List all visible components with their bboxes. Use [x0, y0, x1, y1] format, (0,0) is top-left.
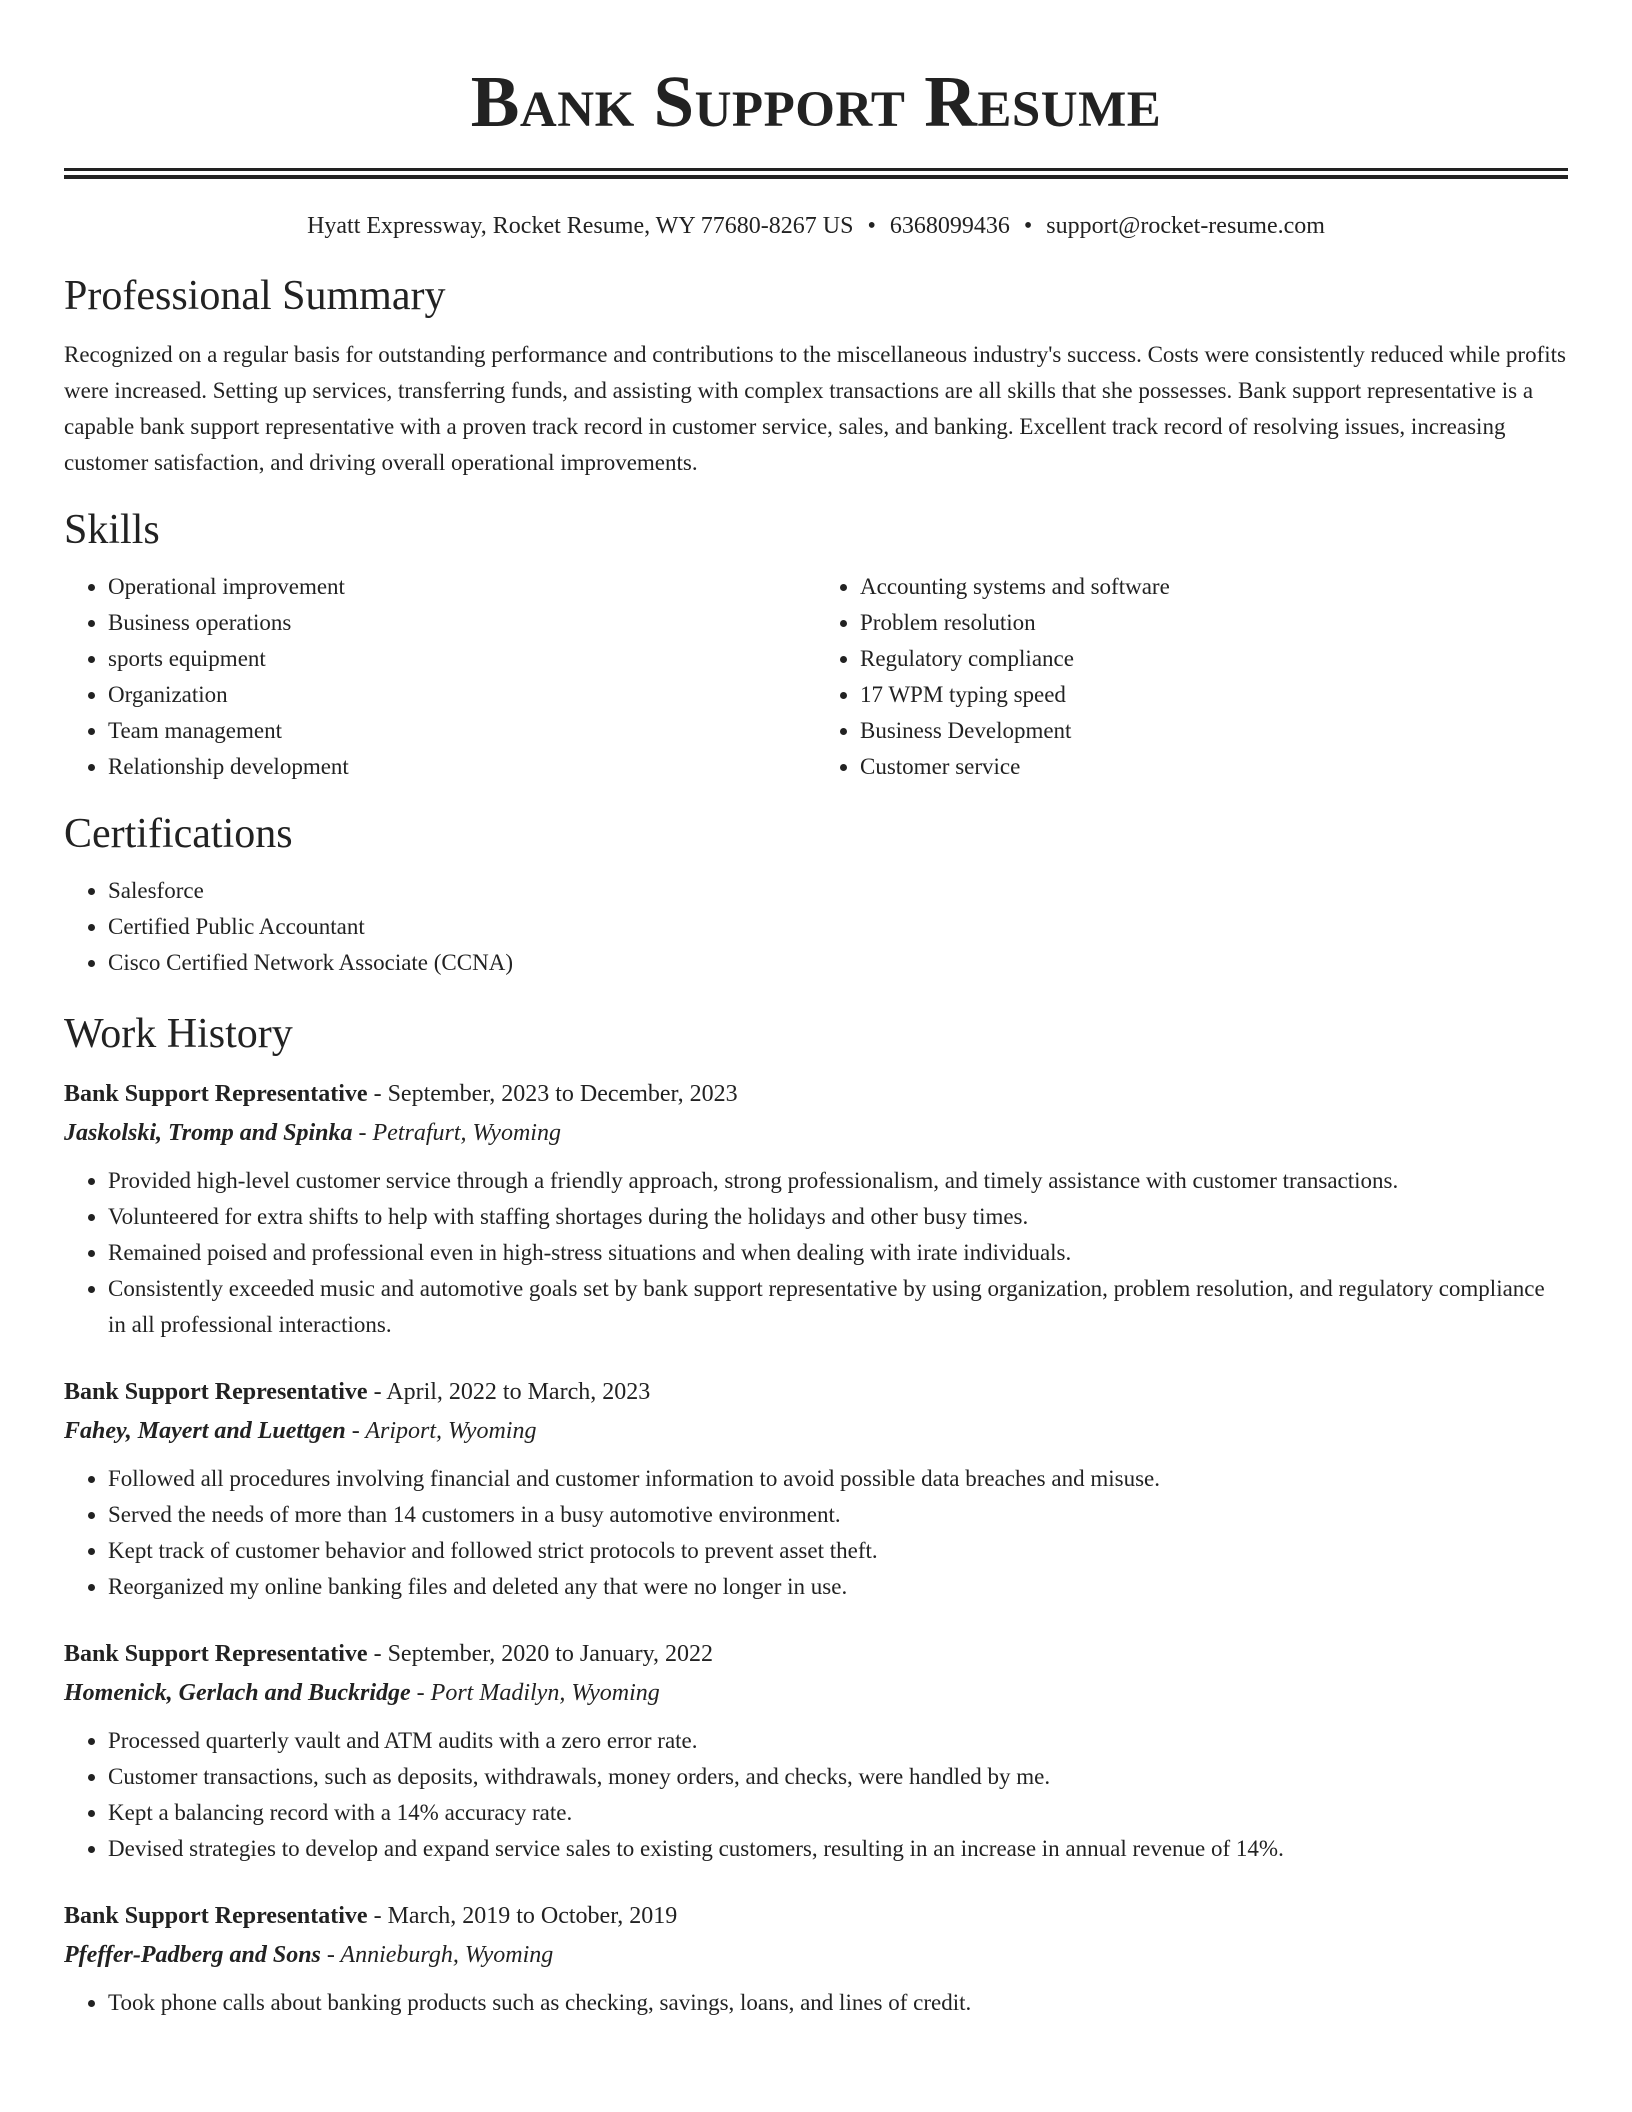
job-duty: • Kept a balancing record with a 14% accuracy rate. — [108, 1795, 1568, 1831]
job-duties-list — [64, 1723, 1568, 1867]
skills-list-right — [816, 569, 1568, 785]
job-location: - Petrafurt, Wyoming — [352, 1120, 561, 1146]
job-duty: • Kept track of customer behavior and followed strict protocols to prevent asset theft. — [108, 1533, 1568, 1569]
job-duty: • Customer transactions, such as deposits, withdrawals, money orders, and checks, were handled by me. — [108, 1759, 1568, 1795]
certifications-list — [64, 873, 1568, 981]
job-employer — [64, 1673, 1568, 1713]
job-location: - Ariport, Wyoming — [345, 1418, 537, 1444]
skill-item: • Regulatory compliance — [860, 641, 1568, 677]
job-duty: • Devised strategies to develop and expand service sales to existing customers, resulting in an increase in annual revenue of 14%. — [108, 1831, 1568, 1867]
skills-grid — [64, 569, 1568, 785]
skill-item: • Problem resolution — [860, 605, 1568, 641]
job-dates: - September, 2020 to January, 2022 — [367, 1641, 714, 1667]
job-employer — [64, 1113, 1568, 1153]
skill-item: • sports equipment — [108, 641, 816, 677]
job-duties-list — [64, 1163, 1568, 1343]
skill-item: • Team management — [108, 713, 816, 749]
job-role: Bank Support Representative — [64, 1903, 368, 1929]
job-header — [64, 1075, 1568, 1113]
skill-item: • Operational improvement — [108, 569, 816, 605]
job-entry — [64, 1635, 1568, 1867]
title-rule-thin — [64, 175, 1568, 179]
skills-heading: Skills — [64, 507, 160, 553]
contact-separator: • — [867, 213, 876, 239]
job-location: - Annieburgh, Wyoming — [320, 1942, 554, 1968]
job-duties-list — [64, 1985, 1568, 2021]
job-company: Jaskolski, Tromp and Spinka — [64, 1120, 353, 1146]
job-duty: • Remained poised and professional even in high-stress situations and when dealing with irate individuals. — [108, 1235, 1568, 1271]
skill-item: • 17 WPM typing speed — [860, 677, 1568, 713]
work-history-section — [64, 1009, 1568, 2021]
job-duty: • Provided high-level customer service through a friendly approach, strong professionalism, and timely assistance with customer transactions. — [108, 1163, 1568, 1199]
resume-title: Bank Support Resume — [470, 61, 1162, 142]
work-history-heading: Work History — [64, 1011, 293, 1057]
skill-item: • Relationship development — [108, 749, 816, 785]
job-duty: • Took phone calls about banking products such as checking, savings, loans, and lines of credit. — [108, 1985, 1568, 2021]
job-header — [64, 1373, 1568, 1411]
job-duty: • Consistently exceeded music and automotive goals set by bank support representative by using organization, problem resolution, and regulatory compliance in all professional interactions. — [108, 1271, 1568, 1343]
job-dates: - March, 2019 to October, 2019 — [367, 1903, 678, 1929]
skill-item: • Business operations — [108, 605, 816, 641]
job-employer — [64, 1411, 1568, 1451]
job-role: Bank Support Representative — [64, 1641, 368, 1667]
certification-item: • Cisco Certified Network Associate (CCNA) — [108, 945, 1568, 981]
summary-heading: Professional Summary — [64, 273, 446, 319]
skill-item: • Accounting systems and software — [860, 569, 1568, 605]
skills-list-left — [64, 569, 816, 785]
contact-email[interactable]: support@rocket-resume.com — [1046, 213, 1325, 239]
job-duty: • Served the needs of more than 14 customers in a busy automotive environment. — [108, 1497, 1568, 1533]
job-header — [64, 1897, 1568, 1935]
certifications-heading: Certifications — [64, 811, 293, 857]
summary-section — [64, 271, 1568, 481]
resume-page — [64, 0, 1568, 2021]
contact-separator: • — [1023, 213, 1033, 239]
certification-item: • Certified Public Accountant — [108, 909, 1568, 945]
skill-item: • Organization — [108, 677, 816, 713]
job-entry — [64, 1075, 1568, 1343]
job-location: - Port Madilyn, Wyoming — [410, 1680, 660, 1706]
job-duty: • Followed all procedures involving financial and customer information to avoid possible data breaches and misuse. — [108, 1461, 1568, 1497]
job-company: Homenick, Gerlach and Buckridge — [64, 1680, 411, 1706]
job-duties-list — [64, 1461, 1568, 1605]
job-company: Pfeffer-Padberg and Sons — [64, 1942, 321, 1968]
job-employer — [64, 1935, 1568, 1975]
job-company: Fahey, Mayert and Luettgen — [64, 1418, 346, 1444]
contact-address: Hyatt Expressway, Rocket Resume, WY 77680-8267 US — [307, 213, 854, 239]
job-duty: • Reorganized my online banking files and deleted any that were no longer in use. — [108, 1569, 1568, 1605]
contact-line — [64, 211, 1568, 241]
job-dates: - April, 2022 to March, 2023 — [367, 1379, 651, 1405]
job-entry — [64, 1373, 1568, 1605]
contact-phone: 6368099436 — [889, 213, 1010, 239]
certifications-section — [64, 809, 1568, 981]
job-header — [64, 1635, 1568, 1673]
job-duty: • Volunteered for extra shifts to help with staffing shortages during the holidays and other busy times. — [108, 1199, 1568, 1235]
skill-item: • Customer service — [860, 749, 1568, 785]
job-dates: - September, 2023 to December, 2023 — [367, 1081, 738, 1107]
job-entry — [64, 1897, 1568, 2021]
summary-text: Recognized on a regular basis for outstanding performance and contributions to the miscellaneous industry's success. Costs were consistently reduced while profits were increased. Setting up services, transferring funds, and assisting with complex transactions are all skills that she possesses. Bank support representative is a capable bank support representative with a proven track record in customer service, sales, and banking. Excellent track record of resolving issues, increasing customer satisfaction, and driving overall operational improvements. — [64, 342, 1566, 475]
skill-item: • Business Development — [860, 713, 1568, 749]
job-role: Bank Support Representative — [64, 1379, 368, 1405]
title-rule-thick — [64, 168, 1568, 171]
skills-section — [64, 505, 1568, 785]
job-role: Bank Support Representative — [64, 1081, 368, 1107]
job-duty: • Processed quarterly vault and ATM audits with a zero error rate. — [108, 1723, 1568, 1759]
certification-item: • Salesforce — [108, 873, 1568, 909]
